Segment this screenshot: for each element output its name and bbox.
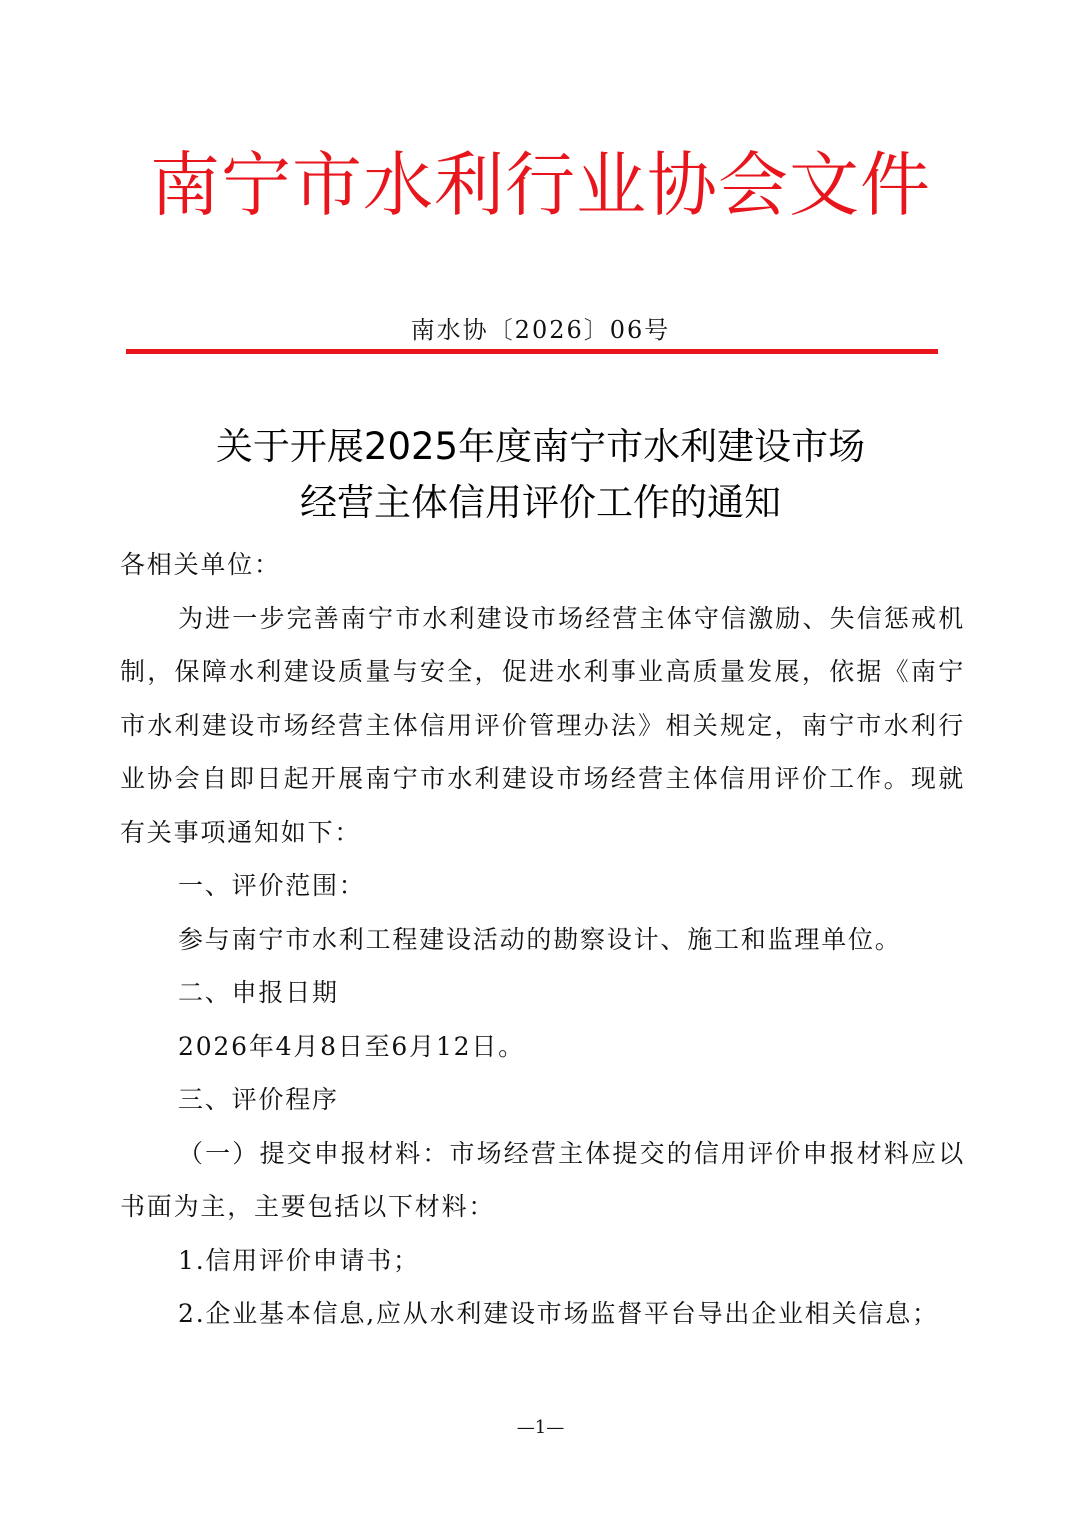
intro-paragraph: 为进一步完善南宁市水利建设市场经营主体守信激励、失信惩戒机制，保障水利建设质量与安全，促进水利事业高质量发展，依据《南宁市水利建设市场经营主体信用评价管理办法》相关规定，南宁市水利行业协会自即日起开展南宁市水利建设市场经营主体信用评价工作。现就有关事项通知如下：: [120, 603, 965, 847]
salutation: 各相关单位：: [120, 550, 281, 579]
document-body: [120, 538, 965, 1341]
page-number: —1—: [516, 1417, 565, 1438]
section-2-heading: 二、申报日期: [178, 978, 339, 1007]
title-line-1: 关于开展2025年度南宁市水利建设市场: [215, 425, 866, 468]
section-3-subsection-1: （一）提交申报材料：市场经营主体提交的信用评价申报材料应以书面为主，主要包括以下材料：: [120, 1138, 965, 1221]
title-line-2: 经营主体信用评价工作的通知: [300, 481, 781, 524]
section-3-heading: 三、评价程序: [178, 1085, 339, 1114]
section-1-text: 参与南宁市水利工程建设活动的勘察设计、施工和监理单位。: [178, 924, 902, 954]
list-item-1: 1.信用评价申请书；: [178, 1245, 420, 1275]
section-2-text: 2026年4月8日至6月12日。: [178, 1031, 525, 1061]
list-item-2: 2.企业基本信息,应从水利建设市场监督平台导出企业相关信息；: [178, 1299, 939, 1328]
document-number: 南水协〔2026〕06号: [410, 316, 671, 344]
document-masthead: 南宁市水利行业协会文件: [150, 144, 931, 226]
section-1-heading: 一、评价范围：: [178, 871, 366, 900]
red-divider-line: [126, 349, 938, 354]
